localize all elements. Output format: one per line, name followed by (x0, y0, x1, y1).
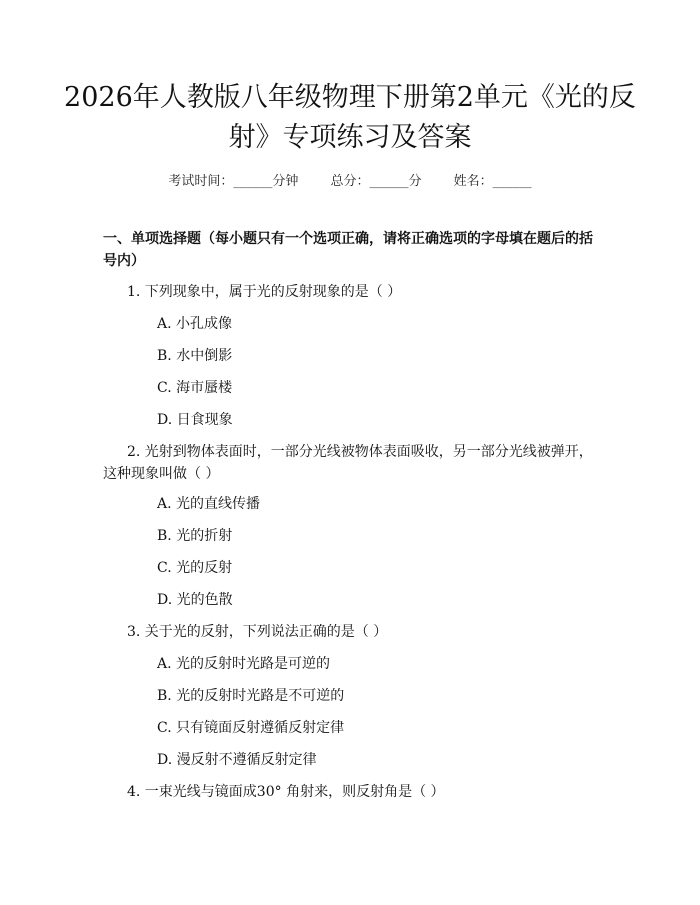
question-text: 1. 下列现象中，属于光的反射现象的是（ ） (127, 284, 402, 300)
question-text: 3. 关于光的反射，下列说法正确的是（ ） (127, 624, 388, 640)
option: B. 水中倒影 (157, 348, 233, 364)
option: A. 光的反射时光路是可逆的 (157, 656, 331, 672)
question-text: 2. 光射到物体表面时，一部分光线被物体表面吸收，另一部分光线被弹开，这种现象叫做（ ） (103, 444, 593, 482)
exam-time: 考试时间：______分钟 (168, 174, 299, 189)
exam-meta (0, 170, 700, 189)
option: A. 光的直线传播 (157, 496, 261, 512)
option: D. 漫反射不遵循反射定律 (157, 752, 317, 768)
option: D. 日食现象 (157, 412, 233, 428)
page-title: 2026年人教版八年级物理下册第2单元《光的反射》专项练习及答案 (64, 82, 636, 153)
option: C. 只有镜面反射遵循反射定律 (157, 720, 345, 736)
exam-score: 总分：______分 (330, 174, 422, 189)
option: A. 小孔成像 (157, 316, 233, 332)
option: D. 光的色散 (157, 592, 233, 608)
option: C. 光的反射 (157, 560, 233, 576)
option: C. 海市蜃楼 (157, 380, 233, 396)
section-heading: 一、单项选择题（每小题只有一个选项正确，请将正确选项的字母填在题后的括号内） (103, 231, 593, 269)
exam-name: 姓名：______ (453, 174, 532, 189)
option: B. 光的折射 (157, 528, 233, 544)
question-text: 4. 一束光线与镜面成30° 角射来，则反射角是（ ） (127, 784, 445, 800)
option: B. 光的反射时光路是不可逆的 (157, 688, 345, 704)
